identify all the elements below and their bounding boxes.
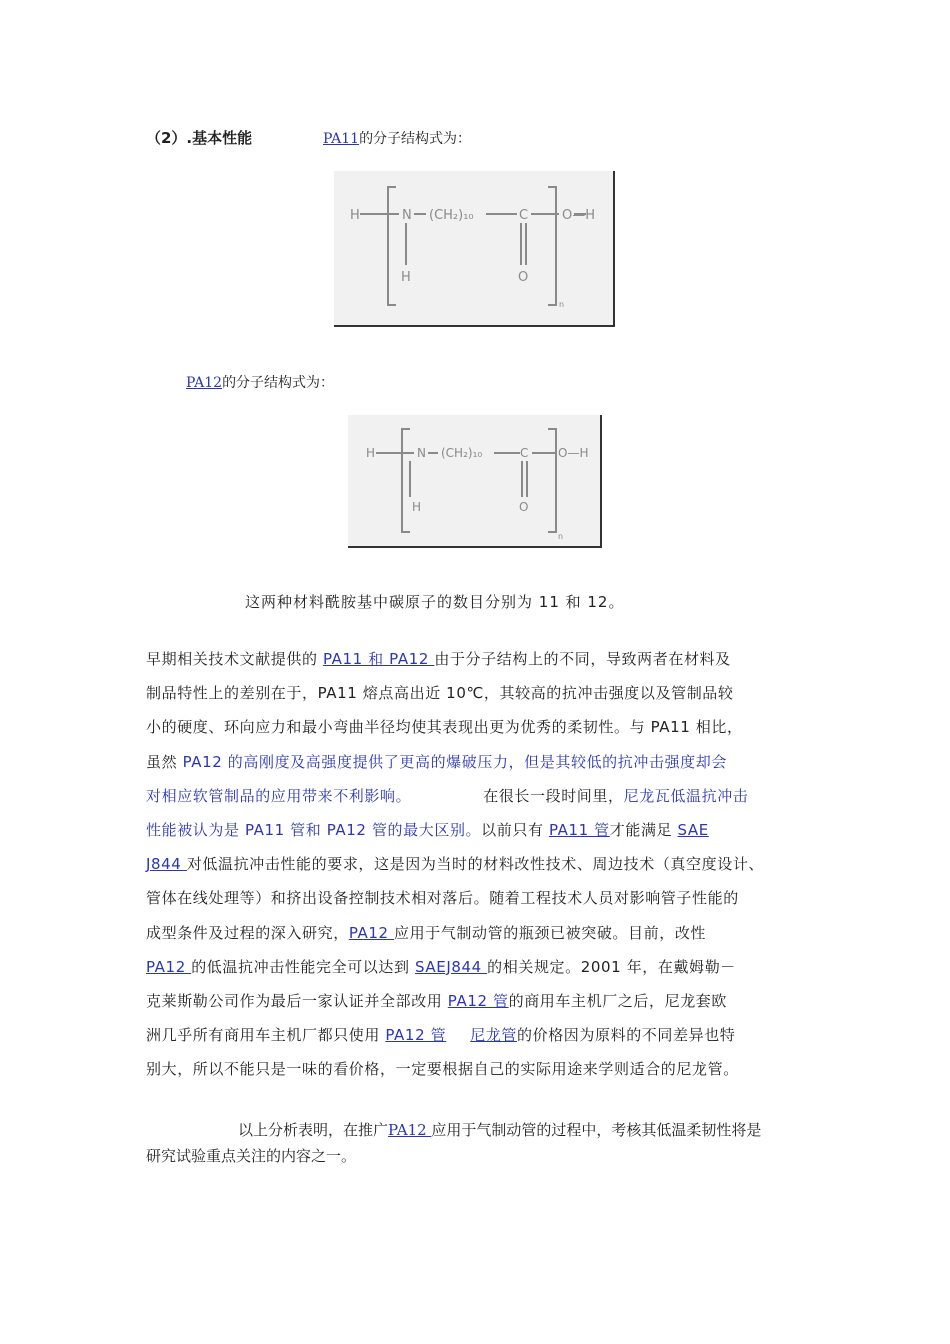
pa12-link-modified[interactable]: PA12 bbox=[146, 957, 192, 976]
formula1-c: C bbox=[519, 208, 529, 223]
formula2-c: C bbox=[520, 446, 529, 460]
formula2-h-left: H bbox=[366, 446, 376, 460]
para-line-13: 别大，所以不能只是一味的看价格，一定要根据自己的实际用途来学则适合的尼龙管。 bbox=[146, 1060, 739, 1079]
pa11-pa12-link[interactable]: PA11 和 PA12 bbox=[322, 650, 435, 668]
para-text: 早期相关技术文献提供的 bbox=[146, 650, 323, 668]
concl-text: 应用于气制动管的过程中，考核其低温柔韧性将是 bbox=[431, 1121, 762, 1139]
para-line-7 bbox=[146, 847, 826, 881]
formula2-n-subscript: n bbox=[558, 532, 564, 541]
section-heading bbox=[146, 127, 252, 148]
concl-line-2: 研究试验重点关注的内容之一。 bbox=[146, 1147, 357, 1165]
formula1-oh: O—H bbox=[562, 208, 596, 223]
formula1-h-left: H bbox=[350, 208, 360, 223]
pa11-caption bbox=[305, 128, 471, 148]
para-text: 的商用车主机厂之后，尼龙套欧 bbox=[508, 991, 727, 1010]
formula2-n: N bbox=[417, 446, 426, 460]
para-highlight-text: 性能被认为是 PA11 管和 PA12 管的最大区别。 bbox=[146, 820, 482, 839]
para-text: 的相关规定。2001 年，在戴姆勒－ bbox=[487, 957, 736, 976]
para-text: 成型条件及过程的深入研究， bbox=[146, 923, 349, 942]
nylon-pipe-link[interactable]: 尼龙管 bbox=[470, 1026, 517, 1045]
pa11-link[interactable]: PA11 bbox=[323, 131, 360, 147]
formula2-oh: O—H bbox=[558, 446, 589, 460]
sae-link[interactable]: SAE bbox=[677, 820, 709, 839]
formula1-chain: (CH₂)₁₀ bbox=[429, 208, 474, 223]
carbon-count-note: 这两种材料酰胺基中碳原子的数目分别为 11 和 12。 bbox=[245, 593, 625, 611]
pa12-pipe-link-2[interactable]: PA12 管 bbox=[385, 1026, 447, 1045]
para-line-5 bbox=[146, 779, 826, 813]
pa12-link[interactable]: PA12 bbox=[186, 375, 223, 391]
para-text: 的价格因为原料的不同差异也特 bbox=[517, 1026, 736, 1045]
para-text: 洲几乎所有商用车主机厂都只使用 bbox=[146, 1026, 386, 1045]
para-line-2: 制品特性上的差别在于，PA11 熔点高出近 10℃，其较高的抗冲击强度以及管制品较 bbox=[146, 684, 734, 703]
pa11-caption-suffix: 的分子结构式为： bbox=[359, 131, 472, 147]
pa12-structure-diagram bbox=[348, 415, 600, 546]
j844-link[interactable]: J844 bbox=[146, 855, 187, 874]
para-text: 由于分子结构上的不同，导致两者在材料及 bbox=[434, 650, 731, 668]
pa12-caption bbox=[186, 372, 334, 392]
para-highlight-text: PA12 的高刚度及高强度提供了更高的爆破压力，但是其较低的抗冲击强度却会 bbox=[182, 752, 727, 771]
para-text: 以前只有 bbox=[481, 820, 549, 839]
concl-text: 以上分析表明，在推广 bbox=[238, 1121, 389, 1139]
concl-line-1 bbox=[146, 1117, 826, 1143]
para-text: 虽然 bbox=[146, 752, 183, 771]
para-line-12 bbox=[146, 1018, 826, 1052]
formula1-n-subscript: n bbox=[559, 300, 565, 309]
para-line-11 bbox=[146, 984, 826, 1018]
para-text: 的低温抗冲击性能完全可以达到 bbox=[191, 957, 415, 976]
formula1-n: N bbox=[402, 208, 412, 223]
pa11-structure-diagram bbox=[334, 171, 613, 325]
pa12-structure-image bbox=[348, 415, 602, 548]
conclusion-paragraph bbox=[146, 1117, 826, 1169]
formula2-h-bottom: H bbox=[412, 500, 422, 514]
para-text: 对低温抗冲击性能的要求，这是因为当时的材料改性技术、周边技术（真空度设计、 bbox=[186, 855, 765, 874]
para-line-10 bbox=[146, 950, 826, 984]
saej844-link[interactable]: SAEJ844 bbox=[414, 957, 488, 976]
pa11-pipe-link[interactable]: PA11 管 bbox=[548, 820, 610, 839]
pa11-structure-image bbox=[334, 171, 615, 327]
para-text: 克莱斯勒公司作为最后一家认证并全部改用 bbox=[146, 991, 448, 1010]
para-text: 在很长一段时间里， bbox=[483, 786, 624, 805]
comparison-paragraph bbox=[146, 642, 826, 1086]
para-line-4 bbox=[146, 745, 826, 779]
para-line-9 bbox=[146, 916, 826, 950]
para-text: 应用于气制动管的瓶颈已被突破。目前，改性 bbox=[394, 923, 707, 942]
para-highlight-text: 尼龙瓦低温抗冲击 bbox=[623, 786, 749, 805]
pa12-caption-suffix: 的分子结构式为： bbox=[222, 375, 335, 391]
para-text: 才能满足 bbox=[609, 820, 678, 839]
para-line-1 bbox=[146, 642, 826, 676]
formula2-o: O bbox=[519, 500, 529, 514]
para-line-3: 小的硬度、环向应力和最小弯曲半径均使其表现出更为优秀的柔韧性。与 PA11 相比， bbox=[146, 718, 743, 737]
para-line-8: 管体在线处理等）和挤出设备控制技术相对落后。随着工程技术人员对影响管子性能的 bbox=[146, 889, 739, 908]
para-highlight-text: 对相应软管制品的应用带来不利影响。 bbox=[146, 786, 412, 805]
pa12-link-conclusion[interactable]: PA12 bbox=[388, 1121, 432, 1139]
formula1-h-bottom: H bbox=[401, 270, 411, 285]
formula1-o: O bbox=[518, 270, 529, 285]
section-label: （2）.基本性能 bbox=[146, 129, 253, 147]
formula2-chain: (CH₂)₁₀ bbox=[441, 446, 483, 460]
pa12-link-inline[interactable]: PA12 bbox=[348, 923, 395, 942]
para-line-6 bbox=[146, 813, 826, 847]
pa12-pipe-link[interactable]: PA12 管 bbox=[447, 991, 509, 1010]
